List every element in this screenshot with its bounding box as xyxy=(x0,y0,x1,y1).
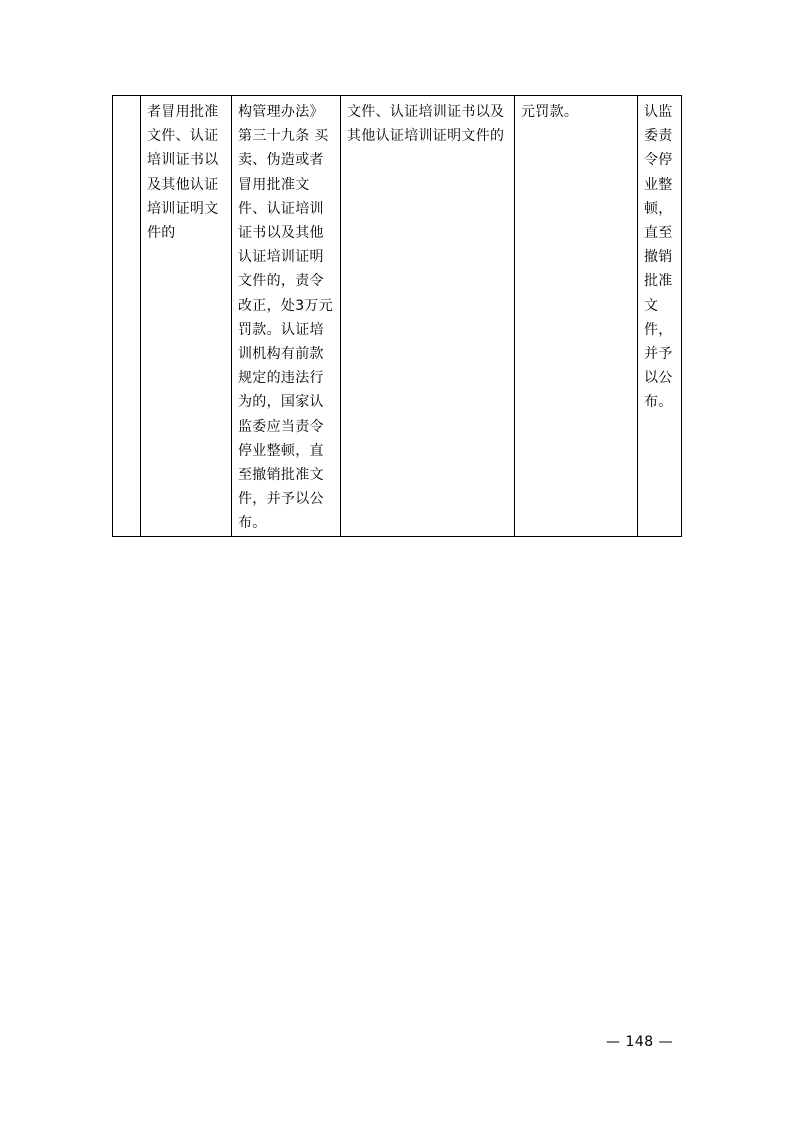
page-number: — 148 — xyxy=(606,1034,674,1050)
regulation-table xyxy=(112,95,682,537)
table-cell-legal-basis: 构管理办法》第三十九条 买卖、伪造或者冒用批准文件、认证培训证书以及其他认证培训证明文件的，责令改正，处3万元罚款。认证培训机构有前款规定的违法行为的，国家认监委应当责令停业整顿，直至撤销批准文件，并予以公布。 xyxy=(232,96,341,537)
table-row xyxy=(113,96,682,537)
table-cell-remarks: 认监委责令停业整顿，直至撤销批准文件，并予以公布。 xyxy=(638,96,682,537)
table-cell-penalty: 元罚款。 xyxy=(515,96,638,537)
table-cell-violation: 者冒用批准文件、认证培训证书以及其他认证培训证明文件的 xyxy=(141,96,232,537)
table-cell-circumstance: 文件、认证培训证书以及其他认证培训证明文件的 xyxy=(341,96,515,537)
table-cell-index xyxy=(113,96,141,537)
